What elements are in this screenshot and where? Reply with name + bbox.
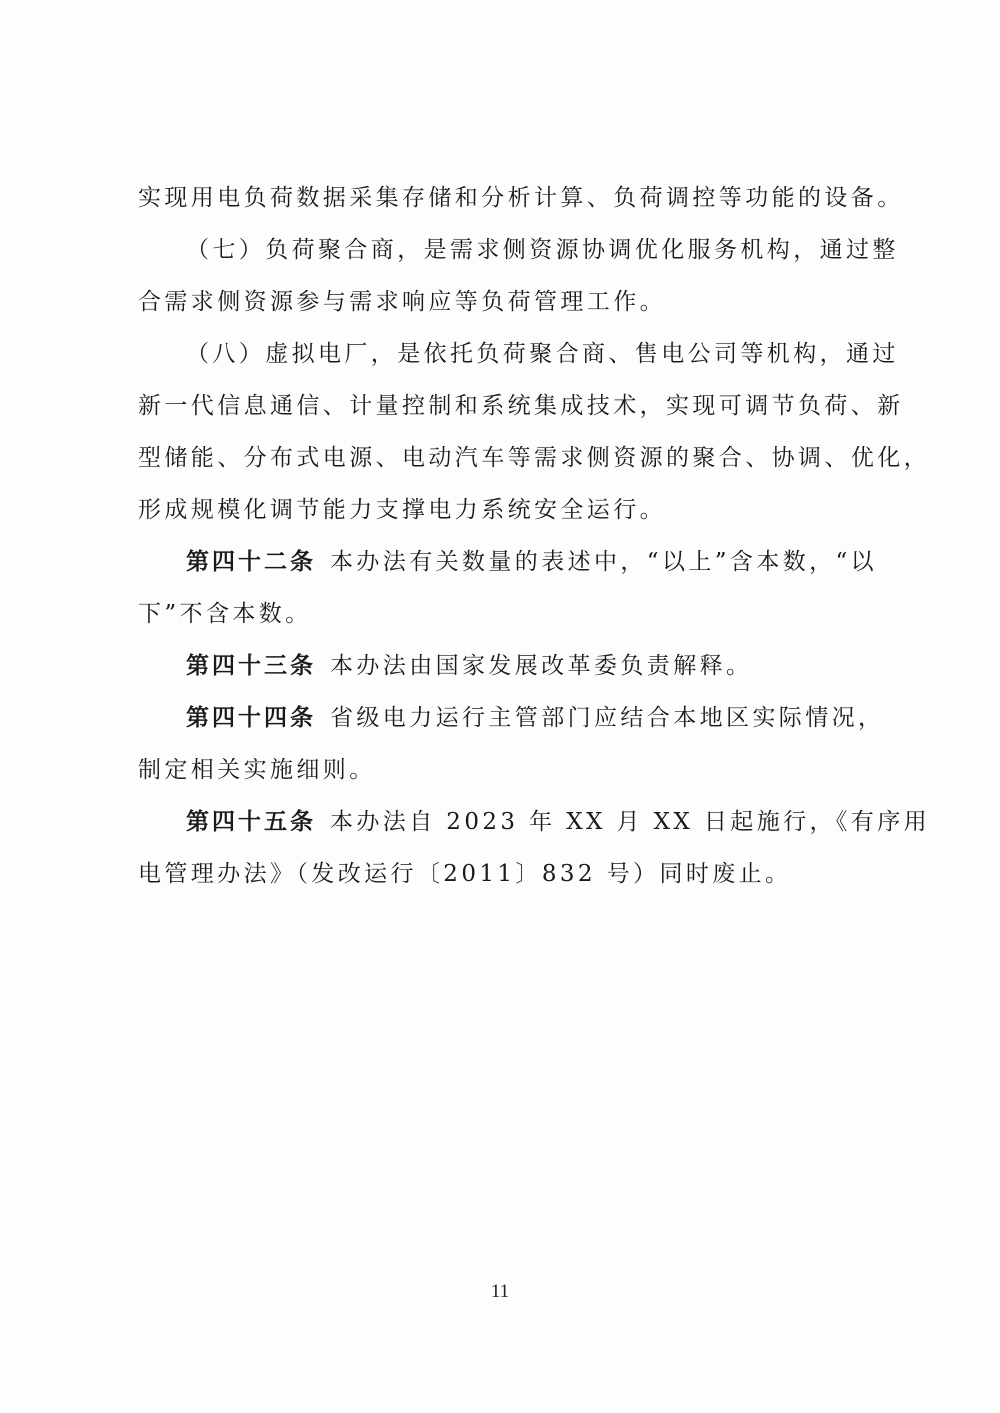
article-45-text: 本办法自 2023 年 XX 月 XX 日起施行，《有序用 [330, 809, 930, 835]
article-42-text: 本办法有关数量的表述中，“以上”含本数，“以 [330, 549, 878, 575]
article-42-heading: 第四十二条 [186, 548, 316, 575]
paragraph-line: 新一代信息通信、计量控制和系统集成技术，实现可调节负荷、新 [138, 393, 904, 419]
article-44-line [138, 692, 885, 744]
paragraph-line: 电管理办法》（发改运行〔2011〕832 号）同时废止。 [138, 861, 792, 887]
paragraph-line: 型储能、分布式电源、电动汽车等需求侧资源的聚合、协调、优化， [138, 445, 930, 471]
article-43-text: 本办法由国家发展改革委负责解释。 [330, 653, 753, 679]
document-body [138, 172, 930, 900]
paragraph-line: 形成规模化调节能力支撑电力系统安全运行。 [138, 497, 666, 523]
paragraph-line: 制定相关实施细则。 [138, 757, 376, 783]
paragraph-line: （八）虚拟电厂，是依托负荷聚合商、售电公司等机构，通过 [186, 341, 899, 367]
article-45-line [138, 796, 930, 848]
paragraph-line: 实现用电负荷数据采集存储和分析计算、负荷调控等功能的设备。 [138, 185, 904, 211]
article-44-text: 省级电力运行主管部门应结合本地区实际情况， [330, 705, 885, 731]
paragraph-line: 合需求侧资源参与需求响应等负荷管理工作。 [138, 289, 666, 315]
page-number: 11 [490, 1281, 510, 1302]
paragraph-line: （七）负荷聚合商，是需求侧资源协调优化服务机构，通过整 [186, 237, 899, 263]
article-45-heading: 第四十五条 [186, 808, 316, 835]
article-43-heading: 第四十三条 [186, 652, 316, 679]
article-43-line [138, 640, 864, 692]
paragraph-line: 下”不含本数。 [138, 601, 312, 627]
article-44-heading: 第四十四条 [186, 704, 316, 731]
article-42-line [138, 536, 878, 588]
